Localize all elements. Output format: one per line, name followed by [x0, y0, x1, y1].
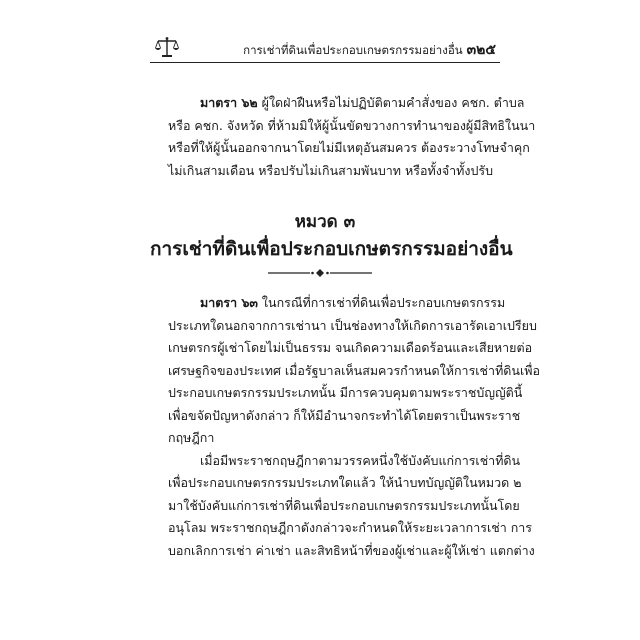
section-63-para2-line-1: เมื่อมีพระราชกฤษฎีกาตามวรรคหนึ่งใช้บังคับแก่การเช่าที่ดิน [200, 452, 521, 468]
section-62-line-4: ไม่เกินสามเดือน หรือปรับไม่เกินสามพันบาท หรือทั้งจำทั้งปรับ [168, 162, 494, 178]
section-63-para2-line-4: อนุโลม พระราชกฤษฎีกาดังกล่าวจะกำหนดให้ระยะเวลาการเช่า การ [168, 520, 533, 535]
running-title [243, 39, 496, 61]
section-63-para2-line-5: บอกเลิกการเช่า ค่าเช่า และสิทธิหน้าที่ของผู้เช่าและผู้ให้เช่า แตกต่าง [168, 542, 535, 558]
section-63-line-4: เศรษฐกิจของประเทศ เมื่อรัฐบาลเห็นสมควรกำหนดให้การเช่าที่ดินเพื่อ [168, 362, 540, 378]
section-63-line-7: กฤษฎีกา [168, 430, 215, 445]
chapter-number: หมวด ๓ [294, 212, 356, 232]
section-62-line-2: หรือ คชก. จังหวัด ที่ห้ามมิให้ผู้นั้นขัดขวางการทำนาของผู้มีสิทธิในนา [168, 117, 536, 133]
section-63-label: มาตรา ๖๓ [200, 295, 258, 310]
chapter-title: การเช่าที่ดินเพื่อประกอบเกษตรกรรมอย่างอื่น [150, 238, 513, 260]
page-header [150, 34, 500, 63]
section-63-line-5: ประกอบเกษตรกรรมประเภทนั้น มีการควบคุมตามพระราชบัญญัตินี้ [168, 385, 523, 400]
section-63-para2-line-3: มาใช้บังคับแก่การเช่าที่ดินเพื่อประกอบเกษตรกรรมประเภทนั้นโดย [168, 497, 520, 513]
running-title-text: การเช่าที่ดินเพื่อประกอบเกษตรกรรมอย่างอื่น [243, 43, 463, 57]
section-63-line-2: ประเภทใดนอกจากการเช่านา เป็นช่องทางให้เกิดการเอารัดเอาเปรียบ [168, 317, 537, 333]
section-63 [168, 292, 540, 562]
section-62-text-1: ผู้ใดฝ่าฝืนหรือไม่ปฏิบัติตามคำสั่งของ คชก. ตำบล [257, 95, 525, 110]
divider-ornament-icon [268, 268, 372, 278]
section-63-line-1 [168, 292, 506, 315]
section-62-label: มาตรา ๖๒ [200, 95, 258, 110]
section-62-line-1 [168, 92, 525, 115]
section-62 [168, 92, 536, 182]
section-63-line-6: เพื่อขจัดปัญหาดังกล่าว ก็ให้มีอำนาจกระทำได้โดยตราเป็นพระราช [168, 407, 521, 423]
section-63-para2-line-2: เพื่อประกอบเกษตรกรรมประเภทใดแล้ว ให้นำบทบัญญัติในหมวด ๒ [168, 475, 522, 490]
section-63-text-1: ในกรณีที่การเช่าที่ดินเพื่อประกอบเกษตรกรรม [257, 295, 506, 310]
page-number: ๓๒๕ [466, 42, 496, 58]
section-62-line-3: หรือที่ให้ผู้นั้นออกจากนาโดยไม่มีเหตุอันสมควร ต้องระวางโทษจำคุก [168, 140, 530, 155]
section-63-line-3: เกษตรกรผู้เช่าโดยไม่เป็นธรรม จนเกิดความเดือดร้อนและเสียหายต่อ [168, 340, 533, 355]
scales-of-justice-icon [154, 36, 180, 58]
